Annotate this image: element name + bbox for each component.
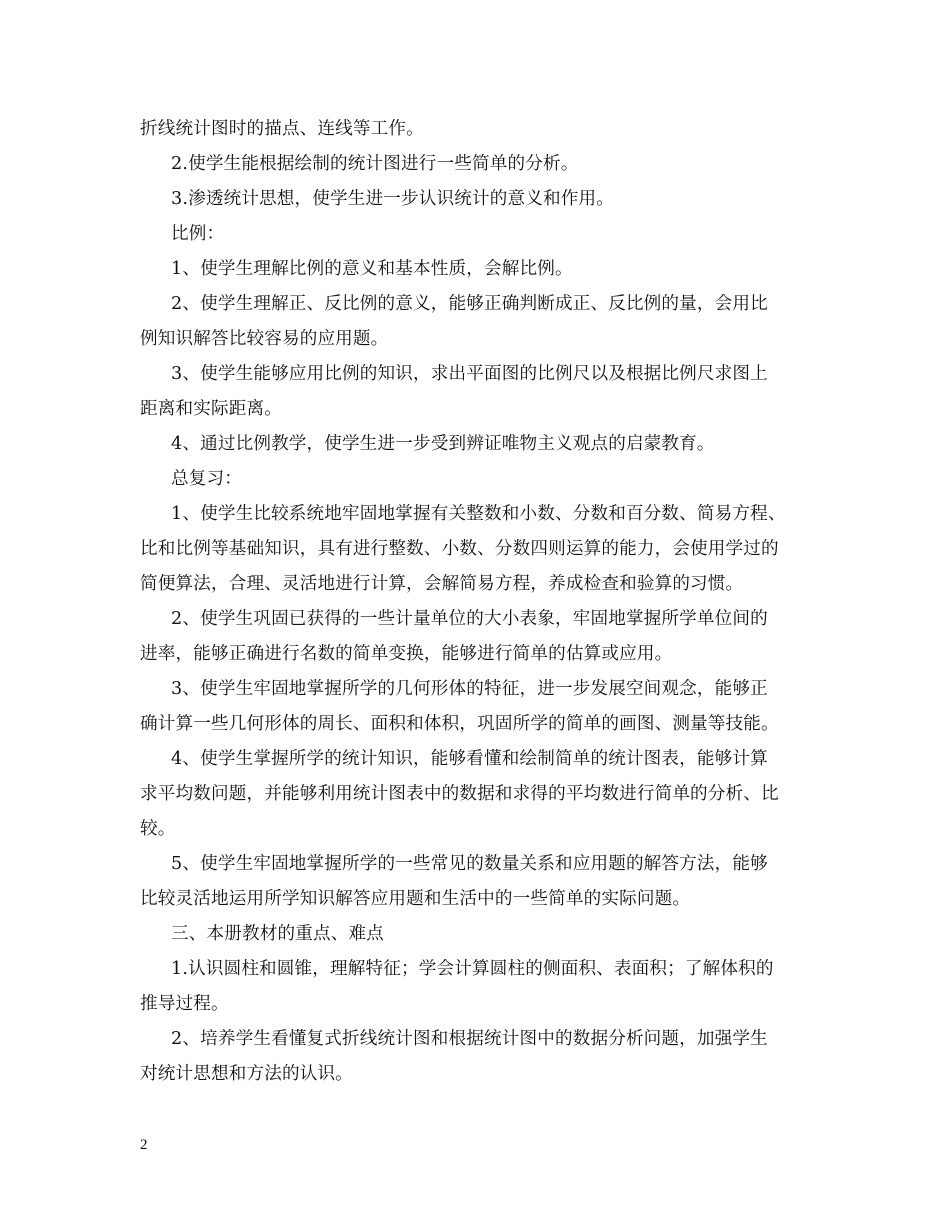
page-number: 2 (140, 1137, 148, 1153)
section-heading: 三、本册教材的重点、难点 (171, 924, 384, 944)
section-heading: 总复习： (171, 469, 242, 489)
text-line: 2、使学生理解正、反比例的意义，能够正确判断成正、反比例的量，会用比 (171, 294, 768, 314)
text-line: 确计算一些几何形体的周长、面积和体积，巩固所学的简单的画图、测量等技能。 (140, 714, 779, 734)
text-line: 进率，能够正确进行名数的简单变换，能够进行简单的估算或应用。 (140, 644, 673, 664)
text-line: 4、使学生掌握所学的统计知识，能够看懂和绘制简单的统计图表，能够计算 (171, 749, 768, 769)
text-line: 2、使学生巩固已获得的一些计量单位的大小表象，牢固地掌握所学单位间的 (171, 609, 768, 629)
text-line: 折线统计图时的描点、连线等工作。 (140, 119, 424, 139)
text-line: 推导过程。 (140, 994, 229, 1014)
text-line: 3.渗透统计思想，使学生进一步认识统计的意义和作用。 (171, 189, 614, 209)
text-line: 距离和实际距离。 (140, 399, 282, 419)
text-line: 例知识解答比较容易的应用题。 (140, 329, 389, 349)
text-line: 2.使学生能根据绘制的统计图进行一些简单的分析。 (171, 154, 579, 174)
text-line: 较。 (140, 819, 176, 839)
text-line: 比较灵活地运用所学知识解答应用题和生活中的一些简单的实际问题。 (140, 889, 691, 909)
text-line: 对统计思想和方法的认识。 (140, 1064, 353, 1084)
text-line: 比和比例等基础知识，具有进行整数、小数、分数四则运算的能力，会使用学过的 (140, 539, 779, 559)
section-heading: 比例： (171, 224, 225, 244)
text-line: 3、使学生牢固地掌握所学的几何形体的特征，进一步发展空间观念，能够正 (171, 679, 768, 699)
text-line: 1、使学生比较系统地牢固地掌握有关整数和小数、分数和百分数、简易方程、 (171, 504, 786, 524)
text-line: 1、使学生理解比例的意义和基本性质，会解比例。 (171, 259, 573, 279)
text-line: 4、通过比例教学，使学生进一步受到辨证唯物主义观点的启蒙教育。 (171, 434, 715, 454)
text-line: 2、培养学生看懂复式折线统计图和根据统计图中的数据分析问题，加强学生 (171, 1029, 768, 1049)
text-line: 3、使学生能够应用比例的知识，求出平面图的比例尺以及根据比例尺求图上 (171, 364, 768, 384)
text-line: 1.认识圆柱和圆锥，理解特征；学会计算圆柱的侧面积、表面积；了解体积的 (171, 959, 774, 979)
text-line: 5、使学生牢固地掌握所学的一些常见的数量关系和应用题的解答方法，能够 (171, 854, 768, 874)
text-line: 简便算法，合理、灵活地进行计算，会解简易方程，养成检查和验算的习惯。 (140, 574, 744, 594)
text-line: 求平均数问题，并能够利用统计图表中的数据和求得的平均数进行简单的分析、比 (140, 784, 779, 804)
